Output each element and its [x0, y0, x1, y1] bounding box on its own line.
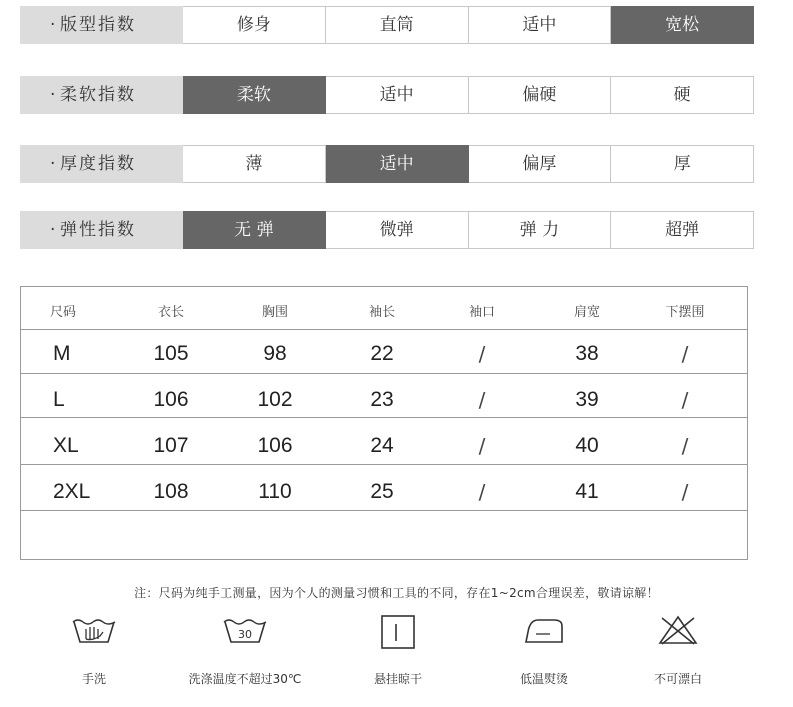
table-row-sleeve: 23	[370, 388, 394, 411]
elasticity-option-super: 超弹	[611, 211, 754, 249]
table-row-length: 106	[153, 388, 189, 411]
measurement-note: 注：尺码为纯手工测量，因为个人的测量习惯和工具的不同，存在1~2cm合理误差，敬请谅解！	[134, 586, 659, 600]
care-label: 手洗	[81, 672, 106, 686]
table-divider	[21, 329, 747, 330]
table-row-sleeve: 22	[370, 342, 394, 365]
elasticity-index-label: · 弹性指数	[20, 211, 183, 249]
care-label: 悬挂晾干	[373, 672, 422, 686]
hand-wash-icon	[70, 614, 118, 646]
thickness-index-label: · 厚度指数	[20, 145, 183, 183]
fit-index-row	[20, 6, 754, 44]
header-chest: 胸围	[261, 305, 288, 320]
table-row-size: L	[53, 388, 65, 411]
table-row-shoulder: 41	[575, 480, 599, 503]
care-hang-dry	[338, 614, 458, 687]
table-row-size: M	[53, 342, 71, 365]
fit-index-label: · 版型指数	[20, 6, 183, 44]
header-cuff: 袖口	[468, 305, 495, 320]
care-label: 低温熨烫	[519, 672, 568, 686]
table-row-length: 108	[153, 480, 189, 503]
care-no-bleach	[618, 614, 738, 687]
thickness-option-moderate: 适中	[326, 145, 469, 183]
table-row-cuff: /	[478, 434, 486, 458]
elasticity-option-slight: 微弹	[326, 211, 469, 249]
care-wash-30	[185, 614, 305, 687]
table-row-shoulder: 40	[575, 434, 599, 457]
fit-option-moderate: 适中	[469, 6, 612, 44]
table-row-cuff: /	[478, 388, 486, 412]
table-row-hem: /	[681, 388, 689, 412]
table-row-hem: /	[681, 480, 689, 504]
table-row-size: 2XL	[53, 480, 91, 503]
care-label: 不可漂白	[653, 672, 702, 686]
care-label: 洗涤温度不超过30℃	[188, 672, 302, 686]
table-row-chest: 110	[258, 480, 292, 503]
softness-option-hard: 硬	[611, 76, 754, 114]
table-divider	[21, 464, 747, 465]
size-table	[20, 286, 748, 560]
thickness-index-row	[20, 145, 754, 183]
table-row-cuff: /	[478, 342, 486, 366]
table-row-sleeve: 25	[370, 480, 394, 503]
low-iron-icon	[520, 614, 568, 646]
care-low-iron	[484, 614, 604, 687]
softness-option-moderate: 适中	[326, 76, 469, 114]
thickness-option-thick: 厚	[611, 145, 754, 183]
care-hand-wash	[34, 614, 154, 687]
header-shoulder: 肩宽	[573, 305, 600, 320]
table-row-size: XL	[53, 434, 79, 457]
table-divider	[21, 510, 747, 511]
thickness-option-thickish: 偏厚	[469, 145, 612, 183]
header-length: 衣长	[157, 305, 184, 320]
hang-dry-icon	[374, 614, 422, 650]
fit-option-slim: 修身	[183, 6, 326, 44]
thickness-option-thin: 薄	[183, 145, 326, 183]
softness-option-firm: 偏硬	[469, 76, 612, 114]
softness-index-label: · 柔软指数	[20, 76, 183, 114]
header-hem: 下摆围	[665, 305, 705, 320]
table-row-length: 105	[153, 342, 189, 365]
table-row-chest: 102	[257, 388, 293, 411]
fit-option-loose: 宽松	[611, 6, 754, 44]
elasticity-index-row	[20, 211, 754, 249]
table-row-chest: 106	[257, 434, 293, 457]
header-sleeve: 袖长	[368, 305, 395, 320]
elasticity-option-none: 无 弹	[183, 211, 326, 249]
wash-30-icon	[221, 614, 269, 646]
header-size: 尺码	[49, 305, 76, 320]
table-divider	[21, 373, 747, 374]
table-row-chest: 98	[263, 342, 287, 365]
table-row-hem: /	[681, 342, 689, 366]
wash-temperature-text: 30	[238, 628, 252, 641]
table-row-sleeve: 24	[370, 434, 394, 457]
table-row-shoulder: 39	[575, 388, 599, 411]
fit-option-straight: 直筒	[326, 6, 469, 44]
table-row-shoulder: 38	[575, 342, 599, 365]
no-bleach-icon	[654, 614, 702, 646]
table-row-length: 107	[153, 434, 189, 457]
table-divider	[21, 417, 747, 418]
table-row-cuff: /	[478, 480, 486, 504]
elasticity-option-stretch: 弹 力	[469, 211, 612, 249]
table-row-hem: /	[681, 434, 689, 458]
softness-option-soft: 柔软	[183, 76, 326, 114]
softness-index-row	[20, 76, 754, 114]
